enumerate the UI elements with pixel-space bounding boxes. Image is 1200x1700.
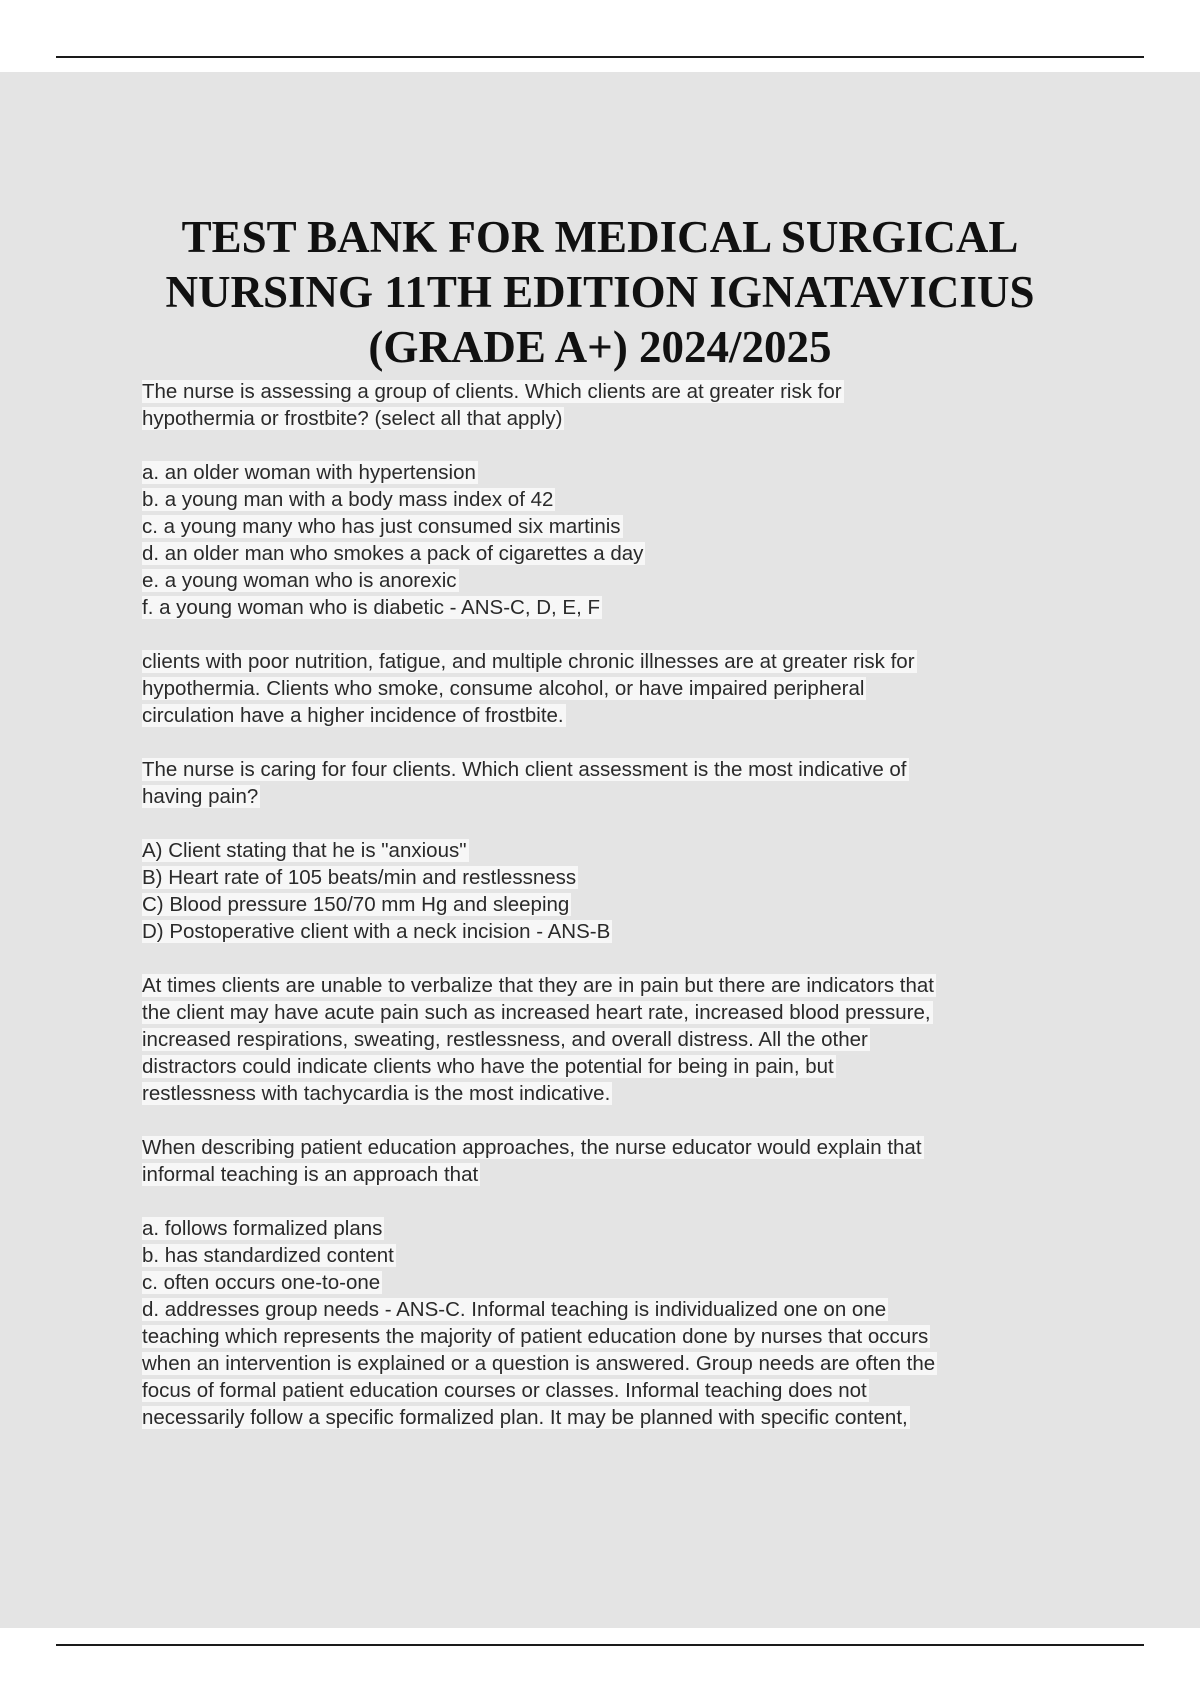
document-body — [142, 378, 1082, 1431]
spacer — [142, 621, 1082, 648]
answer-option: a. follows formalized plans — [142, 1217, 383, 1240]
spacer — [142, 1107, 1082, 1134]
question-stem-line: The nurse is caring for four clients. Which client assessment is the most indicative of — [142, 758, 907, 781]
answer-option: d. addresses group needs - ANS-C. Informal teaching is individualized one on one — [142, 1298, 887, 1321]
answer-option: A) Client stating that he is "anxious" — [142, 839, 467, 862]
answer-option: B) Heart rate of 105 beats/min and restlessness — [142, 866, 577, 889]
answer-continuation: when an intervention is explained or a question is answered. Group needs are often the — [142, 1352, 936, 1375]
spacer — [142, 810, 1082, 837]
title-line: TEST BANK FOR MEDICAL SURGICAL — [181, 212, 1019, 262]
question-stem-line: having pain? — [142, 785, 259, 808]
title-line: NURSING 11TH EDITION IGNATAVICIUS — [165, 267, 1035, 317]
rationale-line: At times clients are unable to verbalize that they are in pain but there are indicators that — [142, 974, 934, 997]
answer-option: c. often occurs one-to-one — [142, 1271, 381, 1294]
answer-option: D) Postoperative client with a neck incision - ANS-B — [142, 920, 611, 943]
answer-option: d. an older man who smokes a pack of cigarettes a day — [142, 542, 644, 565]
document-title — [80, 210, 1120, 375]
bottom-rule — [56, 1644, 1144, 1646]
answer-option: C) Blood pressure 150/70 mm Hg and sleeping — [142, 893, 570, 916]
answer-continuation: teaching which represents the majority of patient education done by nurses that occurs — [142, 1325, 929, 1348]
spacer — [142, 729, 1082, 756]
question-3 — [142, 1134, 1082, 1431]
question-stem-line: The nurse is assessing a group of clients. Which clients are at greater risk for — [142, 380, 842, 403]
rationale-line: clients with poor nutrition, fatigue, and multiple chronic illnesses are at greater risk for — [142, 650, 915, 673]
answer-continuation: necessarily follow a specific formalized plan. It may be planned with specific content, — [142, 1406, 908, 1429]
rationale-line: hypothermia. Clients who smoke, consume alcohol, or have impaired peripheral — [142, 677, 865, 700]
answer-option: e. a young woman who is anorexic — [142, 569, 457, 592]
rationale-line: restlessness with tachycardia is the most indicative. — [142, 1082, 611, 1105]
spacer — [142, 945, 1082, 972]
rationale-line: distractors could indicate clients who have the potential for being in pain, but — [142, 1055, 834, 1078]
question-stem-line: hypothermia or frostbite? (select all that apply) — [142, 407, 563, 430]
title-line: (GRADE A+) 2024/2025 — [368, 322, 832, 372]
answer-option: a. an older woman with hypertension — [142, 461, 476, 484]
question-stem-line: informal teaching is an approach that — [142, 1163, 479, 1186]
answer-option: f. a young woman who is diabetic - ANS-C, D, E, F — [142, 596, 601, 619]
question-2 — [142, 756, 1082, 1107]
rationale-line: increased respirations, sweating, restlessness, and overall distress. All the other — [142, 1028, 868, 1051]
rationale-line: circulation have a higher incidence of frostbite. — [142, 704, 564, 727]
spacer — [142, 432, 1082, 459]
answer-continuation: focus of formal patient education courses or classes. Informal teaching does not — [142, 1379, 867, 1402]
question-stem-line: When describing patient education approaches, the nurse educator would explain that — [142, 1136, 922, 1159]
answer-option: b. has standardized content — [142, 1244, 394, 1267]
answer-option: c. a young many who has just consumed six martinis — [142, 515, 621, 538]
rationale-line: the client may have acute pain such as increased heart rate, increased blood pressure, — [142, 1001, 931, 1024]
top-rule — [56, 56, 1144, 58]
spacer — [142, 1188, 1082, 1215]
answer-option: b. a young man with a body mass index of 42 — [142, 488, 554, 511]
question-1 — [142, 378, 1082, 729]
